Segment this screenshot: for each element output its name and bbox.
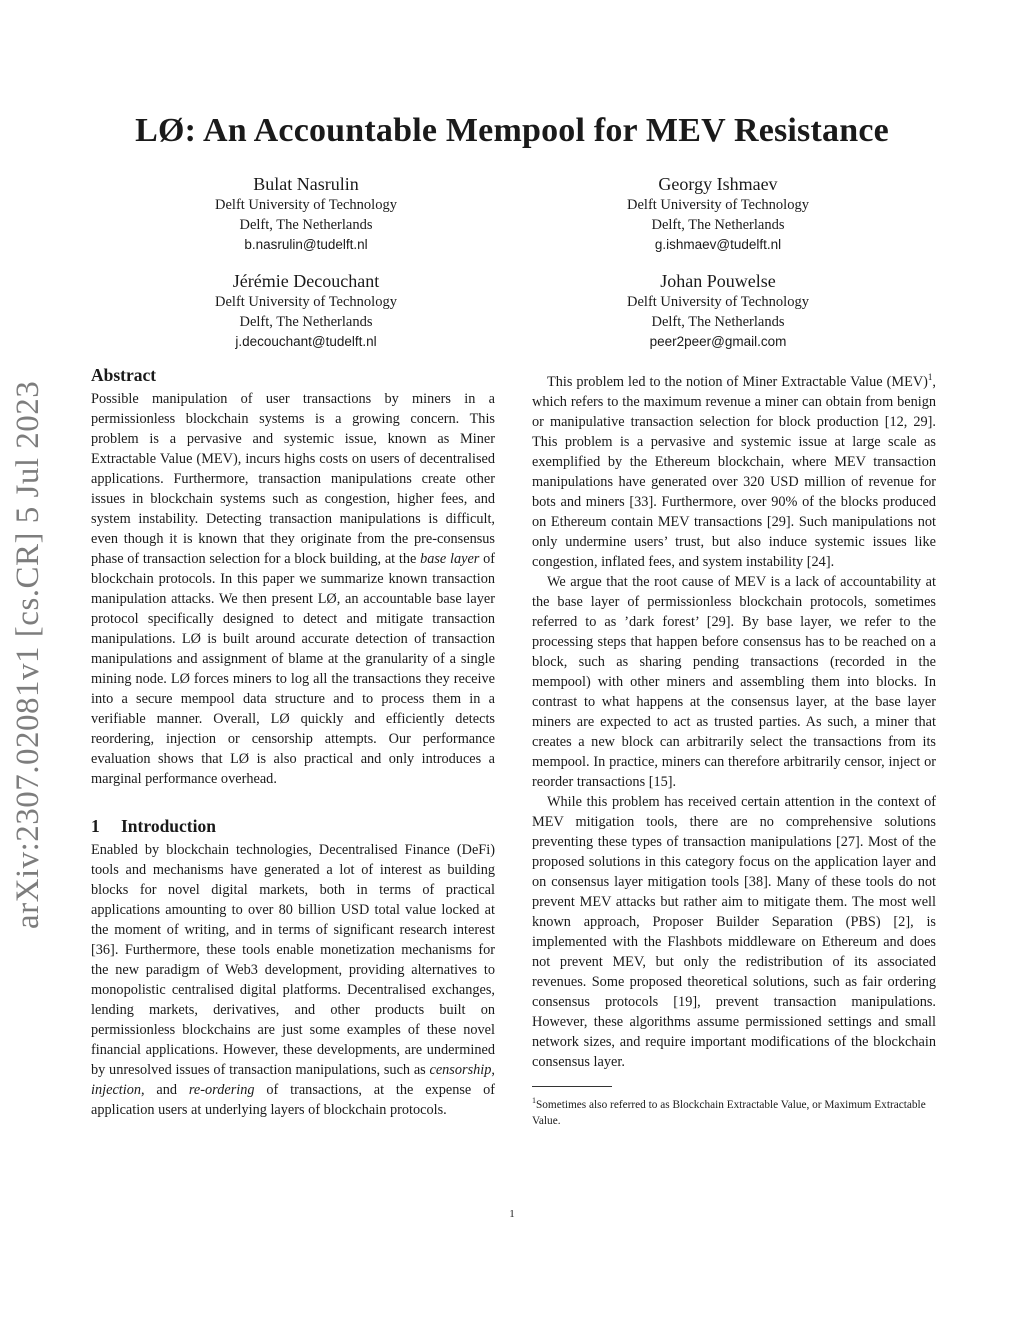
author-location: Delft, The Netherlands — [651, 216, 785, 233]
intro-paragraph: We argue that the root cause of MEV is a lack of accountability at the base layer of permissionless blockchain protocols, sometimes referred to as ’dark forest’ [29]. By base layer, we refer to the processing steps that happen before consensus has to be reached on a block, such as sharing pending transactions (recorded in the mempool) with other miners and assembling them into blocks. In contrast to what happens at the consensus layer, at the base layer miners are expected to act as trusted parties. As such, a miner that creates a new block can arbitrarily select the transactions from its mempool. In practice, miners can therefore arbitrarily censor, inject or reorder transactions [15]. — [532, 573, 936, 790]
author-name: Johan Pouwelse — [660, 271, 776, 291]
footnote-divider — [532, 1086, 612, 1087]
intro-text: This problem led to the notion of Miner Extractable Value (MEV) — [547, 373, 928, 390]
footnote-marker: 1 — [532, 1095, 536, 1105]
author-name: Georgy Ishmaev — [658, 174, 778, 194]
intro-text: of transactions, at the expense of application users at underlying layers of blockchain protocols. — [91, 1082, 495, 1118]
author-email: b.nasrulin@tudelft.nl — [244, 237, 368, 253]
author-name: Bulat Nasrulin — [253, 174, 359, 194]
abstract-paragraph — [91, 389, 495, 789]
left-column — [91, 364, 495, 1120]
author-affiliation: Delft University of Technology — [215, 294, 397, 310]
intro-paragraph — [91, 840, 495, 1120]
author-block — [141, 269, 471, 352]
author-affiliation: Delft University of Technology — [215, 197, 397, 213]
introduction-heading — [91, 815, 495, 837]
intro-text: Enabled by blockchain technologies, Decentralised Finance (DeFi) tools and mechanisms have generated a lot of interest as building blocks for novel digital markets, both in terms of practical applications amounting to over 80 billion USD total value locked at the moment of writing, and in terms of significant research interest [36]. Furthermore, these tools enable monetization mechanisms for the new paradigm of Web3 development, providing alternatives to monopolistic centralised digital platforms. Decentralised exchanges, lending markets, derivatives, and other products built on permissionless blockchains are just some examples of these novel financial applications. However, these developments, are undermined by unresolved issues of transaction manipulations, such as — [91, 842, 495, 1078]
author-block — [553, 269, 883, 352]
author-email: peer2peer@gmail.com — [649, 334, 787, 350]
author-email: g.ishmaev@tudelft.nl — [654, 237, 782, 253]
author-affiliation: Delft University of Technology — [627, 197, 809, 213]
section-number: 1 — [91, 816, 100, 836]
page-number: 1 — [509, 1208, 515, 1220]
footnote-marker: 1 — [927, 372, 933, 382]
abstract-emphasis: base layer — [420, 551, 480, 567]
intro-text: , which refers to the maximum revenue a miner can obtain from benign or manipulative transaction selection for block production [12, 29]. This problem is a pervasive and systemic issue at large scale as exemplified by the Ethereum blockchain, where MEV transaction manipulations have generated over 320 USD million of revenue for bots and miners [33]. Furthermore, over 90% of the blocks produced on Ethereum contain MEV transactions [29]. Such manipulations not only undermine users’ trust, but also induce systemic issues like congestion, inflated fees, and system instability [24]. — [532, 373, 936, 570]
intro-emphasis: re-ordering — [188, 1082, 255, 1098]
footnote — [532, 1093, 936, 1129]
author-email: j.decouchant@tudelft.nl — [235, 334, 377, 350]
intro-text: , and — [141, 1082, 189, 1098]
author-location: Delft, The Netherlands — [239, 216, 373, 233]
right-column — [532, 367, 936, 1129]
author-name: Jérémie Decouchant — [232, 271, 380, 291]
author-location: Delft, The Netherlands — [651, 313, 785, 330]
section-title: Introduction — [121, 816, 216, 836]
author-block — [141, 172, 471, 255]
abstract-heading: Abstract — [91, 365, 157, 385]
author-affiliation: Delft University of Technology — [627, 294, 809, 310]
arxiv-identifier: arXiv:2307.02081v1 [cs.CR] 5 Jul 2023 — [10, 380, 46, 930]
author-location: Delft, The Netherlands — [239, 313, 373, 330]
abstract-text: Possible manipulation of user transactions by miners in a permissionless blockchain systems is a growing concern. This problem is a pervasive and systemic issue, known as Miner Extractable Value (MEV), incurs highs costs on users of decentralised applications. Furthermore, transaction manipulations create other issues in blockchain systems such as congestion, higher fees, and system instability. Detecting transaction manipulations is difficult, even though it is known that they originate from the pre-consensus phase of transaction selection for a block building, at the — [91, 391, 495, 567]
author-block — [553, 172, 883, 255]
paper-title: LØ: An Accountable Mempool for MEV Resistance — [135, 112, 889, 149]
intro-emphasis: injection — [91, 1082, 142, 1098]
abstract-text: of blockchain protocols. In this paper we summarize known transaction manipulation attacks. We then present LØ, an accountable base layer protocol specifically designed to detect and mitigate transaction manipulations. LØ is built around accurate detection of transaction manipulations and assignment of blame at the granularity of a single mining node. LØ forces miners to log all the transactions they receive into a secure mempool data structure and to process them in a verifiable manner. Overall, LØ quickly and efficiently detects reordering, injection or censorship attempts. Our performance evaluation shows that LØ is also practical and only introduces a marginal performance overhead. — [91, 551, 496, 787]
intro-text: , — [491, 1062, 495, 1078]
footnote-text: Sometimes also referred to as Blockchain Extractable Value, or Maximum Extractable Value. — [532, 1098, 926, 1127]
intro-paragraph: While this problem has received certain attention in the context of MEV mitigation tools, there are no comprehensive solutions preventing these types of transaction manipulations [27]. Most of the proposed solutions in this category focus on the application layer and on consensus layer mitigation tools [38]. Many of these tools do not prevent MEV attacks but rather aim to mitigate them. The most well known approach, Proposer Builder Separation (PBS) [2], is implemented with the Flashbots middleware on Ethereum and does not prevent MEV, but only the redistribution of its associated revenues. Some proposed theoretical solutions, such as fair ordering consensus protocols [19], prevent transaction manipulations. However, these algorithms assume permissioned settings and small network sizes, and require important modifications of the blockchain consensus layer. — [532, 793, 936, 1070]
intro-emphasis: censorship — [429, 1062, 492, 1078]
intro-paragraph — [532, 367, 936, 572]
